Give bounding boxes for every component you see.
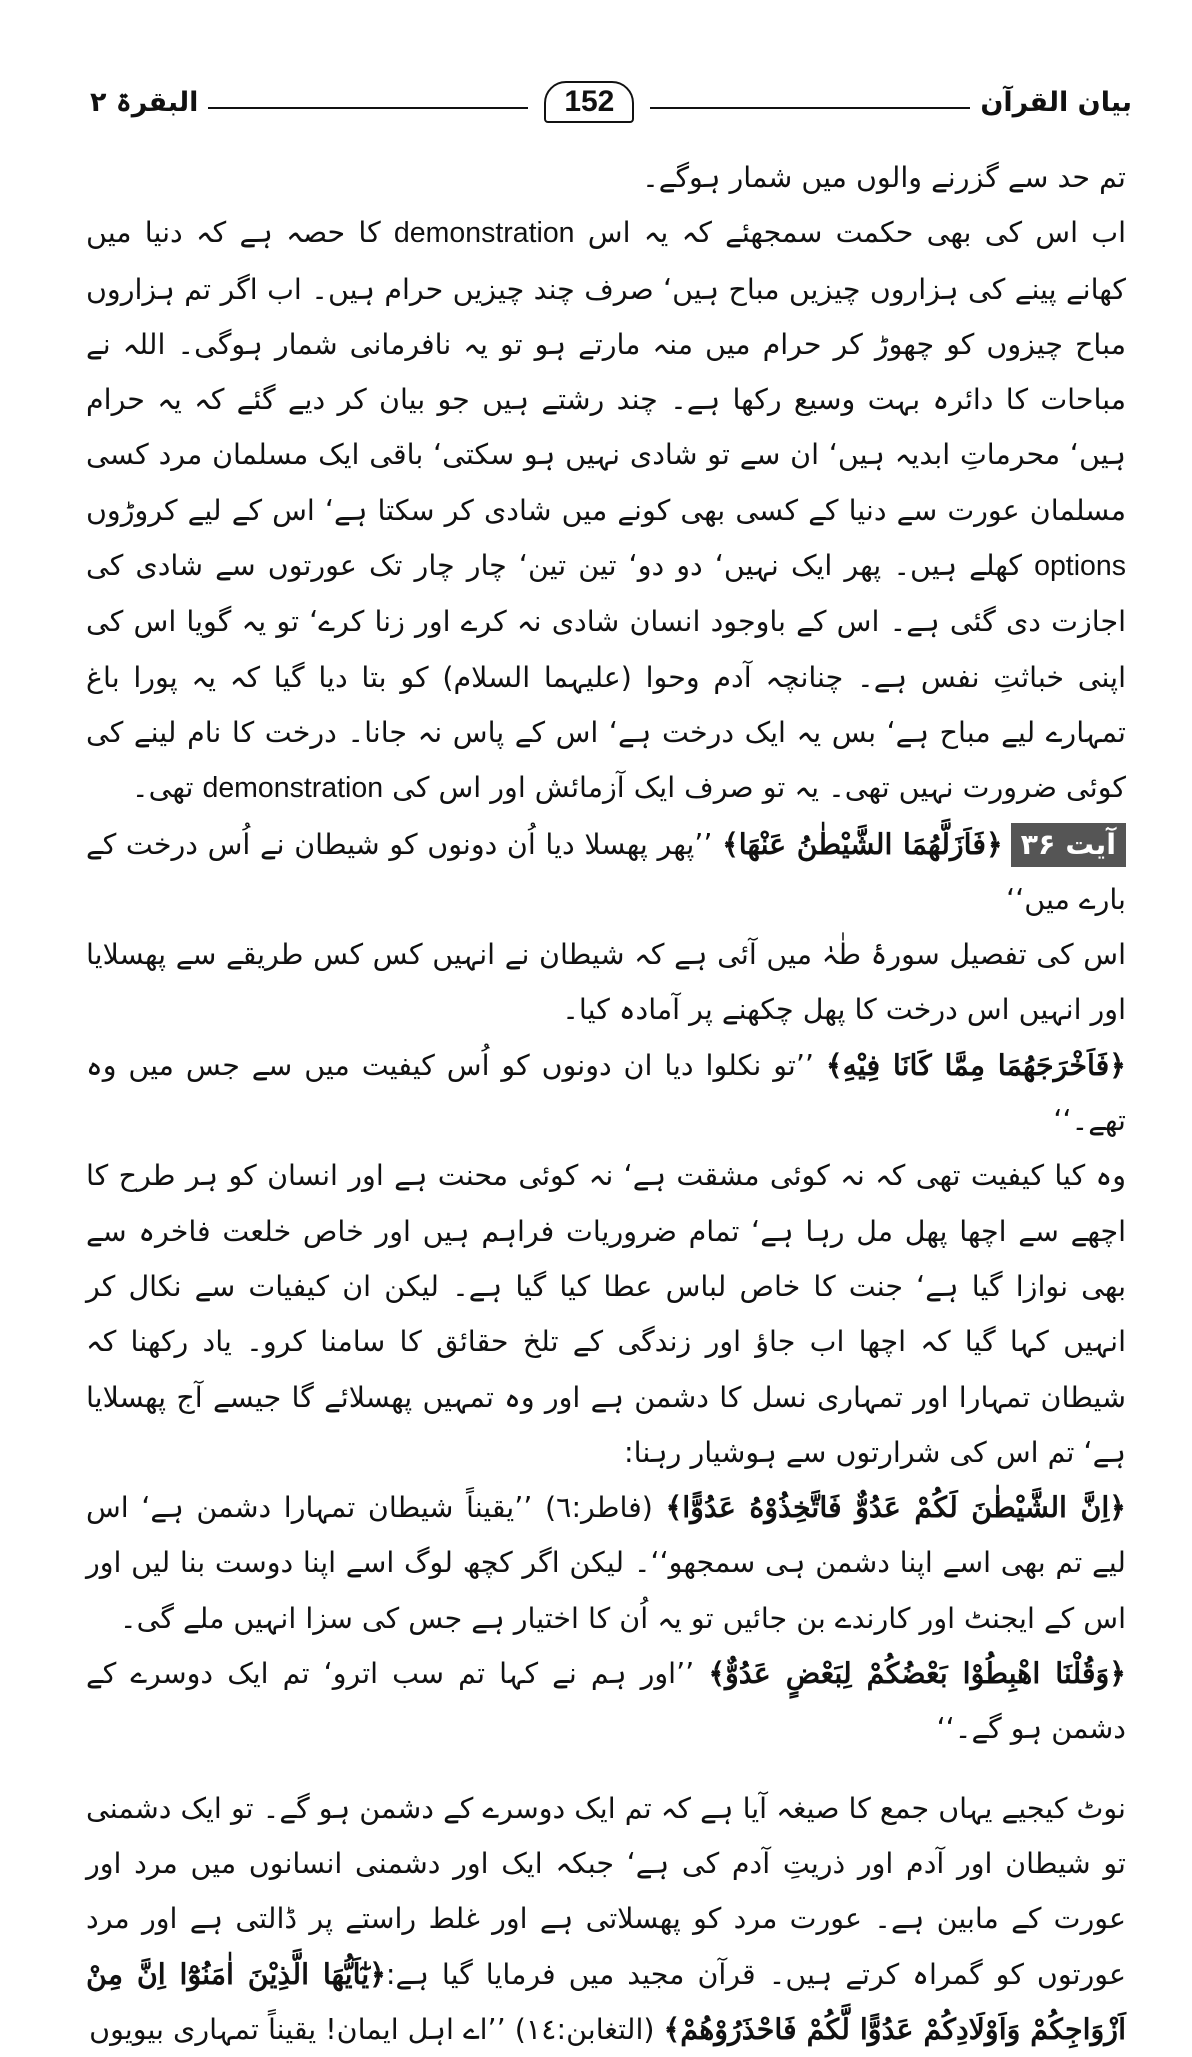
book-title: بیان القرآن bbox=[980, 86, 1132, 118]
verse-commentary: ’’یقیناً شیطان تمہارا دشمن ہے‘ اس لیے تم بھی اسے اپنا دشمن ہی سمجھو‘‘۔ لیکن اگر کچھ لوگ اسے اپنا دوست بنا لیں اور اس کے ایجنٹ اور کارندے بن جائیں تو یہ اُن کا اختیار ہے جس کی سزا انہیں ملے گی۔ bbox=[86, 1491, 1126, 1635]
paragraph-3 bbox=[86, 817, 1126, 928]
paragraph-6: وہ کیا کیفیت تھی کہ نہ کوئی مشقت ہے‘ نہ کوئی محنت ہے اور انسان کو ہر طرح کا اچھے سے اچھا پھل مل رہا ہے‘ تمام ضروریات فراہم ہیں اور خاص خلعت فاخرہ سے بھی نوازا گیا ہے‘ جنت کا خاص لباس عطا کیا گیا ہے۔ لیکن ان کیفیات سے نکال کر انہیں کہا گیا کہ اچھا اب جاؤ اور زندگی کے تلخ حقائق کا سامنا کرو۔ یاد رکھنا کہ شیطان تمہارا اور تمہاری نسل کا دشمن ہے اور وہ تمہیں پھسلائے گا جیسے آج پھسلایا ہے‘ تم اس کی شرارتوں سے ہوشیار رہنا: bbox=[86, 1159, 1126, 1469]
text-run: تھی۔ bbox=[131, 771, 203, 805]
verse-translation: ’’تو نکلوا دیا ان دونوں کو اُس کیفیت میں سے جس میں وہ تھے۔‘‘ bbox=[86, 1048, 1126, 1138]
verse-translation: ’’اے اہل ایمان! یقیناً تمہاری بیویوں bbox=[89, 2012, 506, 2046]
quran-verse: ﴿يٰٓاَيُّهَا الَّذِيْنَ اٰمَنُوْٓا اِنَّ مِنْ اَزْوَاجِكُمْ وَاَوْلَادِكُمْ عَدُوًّا لَّكُمْ فَاحْذَرُوْهُمْ﴾ bbox=[86, 1956, 1126, 2046]
verse-translation: ’’اور ہم نے کہا تم سب اترو‘ تم ایک دوسرے کے دشمن ہو گے۔‘‘ bbox=[86, 1657, 1126, 1746]
header-rule-right bbox=[650, 107, 970, 109]
text-run: کھلے ہیں۔ پھر ایک نہیں‘ دو دو‘ تین تین‘ چار چار تک عورتوں سے شادی کی اجازت دی گئی ہے۔ اس کے باوجود انسان شادی نہ کرے اور زنا کرے‘ تو یہ گویا اس کی اپنی خباثتِ نفس ہے۔ چنانچہ آدم وحوا (علیہما السلام) کو بتا دیا گیا کہ یہ پورا باغ تمہارے لیے مباح ہے‘ بس یہ ایک درخت ہے‘ اس کے پاس نہ جانا۔ درخت کا نام لینے کی کوئی ضرورت نہیں تھی۔ یہ تو صرف ایک آزمائش اور اس کی bbox=[86, 549, 1126, 805]
text-run: اب اس کی بھی حکمت سمجھئے کہ یہ اس bbox=[574, 216, 1126, 250]
latin-term: demonstration bbox=[202, 772, 384, 805]
verse-translation: ’’پھر پھسلا دیا اُن دونوں کو شیطان نے اُس درخت کے بارے میں‘‘ bbox=[86, 827, 1126, 916]
quran-verse: ﴿فَاَخْرَجَهُمَا مِمَّا كَانَا فِيْهِ﴾ bbox=[825, 1047, 1126, 1082]
quran-verse: ﴿فَاَزَلَّهُمَا الشَّيْطٰنُ عَنْهَا﴾ bbox=[722, 826, 1003, 861]
paragraph-9 bbox=[86, 1781, 1126, 2057]
quran-verse: ﴿اِنَّ الشَّيْطٰنَ لَكُمْ عَدُوٌّ فَاتَّخِذُوْهُ عَدُوًّا﴾ bbox=[665, 1490, 1126, 1525]
paragraph-2 bbox=[86, 205, 1126, 816]
commentary-text: نوٹ کیجیے یہاں جمع کا صیغہ آیا ہے کہ تم ایک دوسرے کے دشمن ہو گے۔ تو ایک دشمنی تو شیطان اور آدم اور ذریتِ آدم کی ہے‘ جبکہ ایک اور دشمنی انسانوں میں مرد اور عورت کے مابین ہے۔ عورت مرد کو پھسلاتی ہے اور غلط راستے پر ڈالتی ہے اور مرد عورتوں کو گمراہ کرتے ہیں۔ قرآن مجید میں فرمایا گیا ہے: bbox=[86, 1791, 1126, 1991]
latin-term: options bbox=[1034, 550, 1126, 583]
verse-reference: (فاطر:٦) bbox=[532, 1491, 666, 1525]
surah-label: البقرۃ ۲ bbox=[90, 86, 199, 118]
header-rule-left bbox=[208, 107, 528, 109]
latin-term: demonstration bbox=[393, 217, 575, 250]
paragraph-5 bbox=[86, 1038, 1126, 1149]
page-header bbox=[90, 78, 1132, 126]
verse-reference: (التغابن:١٤) bbox=[505, 2012, 664, 2046]
text-run: کا حصہ ہے کہ دنیا میں کھانے پینے کی ہزاروں چیزیں مباح ہیں‘ صرف چند چیزیں حرام ہیں۔ اب اگر تم ہزاروں مباح چیزوں کو چھوڑ کر حرام میں منہ مارتے ہو تو یہ نافرمانی شمار ہوگی۔ اللہ نے مباحات کا دائرہ بہت وسیع رکھا ہے۔ چند رشتے ہیں جو بیان کر دیے گئے کہ یہ حرام ہیں‘ محرماتِ ابدیہ ہیں‘ ان سے تو شادی نہیں ہو سکتی‘ باقی ایک مسلمان مرد کسی مسلمان عورت سے دنیا کے کسی بھی کونے میں شادی کر سکتا ہے‘ اس کے لیے کروڑوں bbox=[86, 216, 1126, 527]
page-body bbox=[86, 150, 1126, 2057]
paragraph-1: تم حد سے گزرنے والوں میں شمار ہوگے۔ bbox=[642, 161, 1126, 194]
quran-verse: ﴿وَقُلْنَا اهْبِطُوْا بَعْضُكُمْ لِبَعْضٍ عَدُوٌّ﴾ bbox=[708, 1656, 1126, 1691]
paragraph-7 bbox=[86, 1480, 1126, 1646]
ayah-number-badge: آیت ۳۶ bbox=[1011, 823, 1126, 867]
paragraph-gap bbox=[86, 1757, 1126, 1781]
paragraph-8 bbox=[86, 1646, 1126, 1757]
paragraph-4: اس کی تفصیل سورۂ طٰہٰ میں آئی ہے کہ شیطان نے انہیں کس کس طریقے سے پھسلایا اور انہیں اس درخت کا پھل چکھنے پر آمادہ کیا۔ bbox=[86, 938, 1126, 1027]
page-number: 152 bbox=[544, 81, 634, 123]
